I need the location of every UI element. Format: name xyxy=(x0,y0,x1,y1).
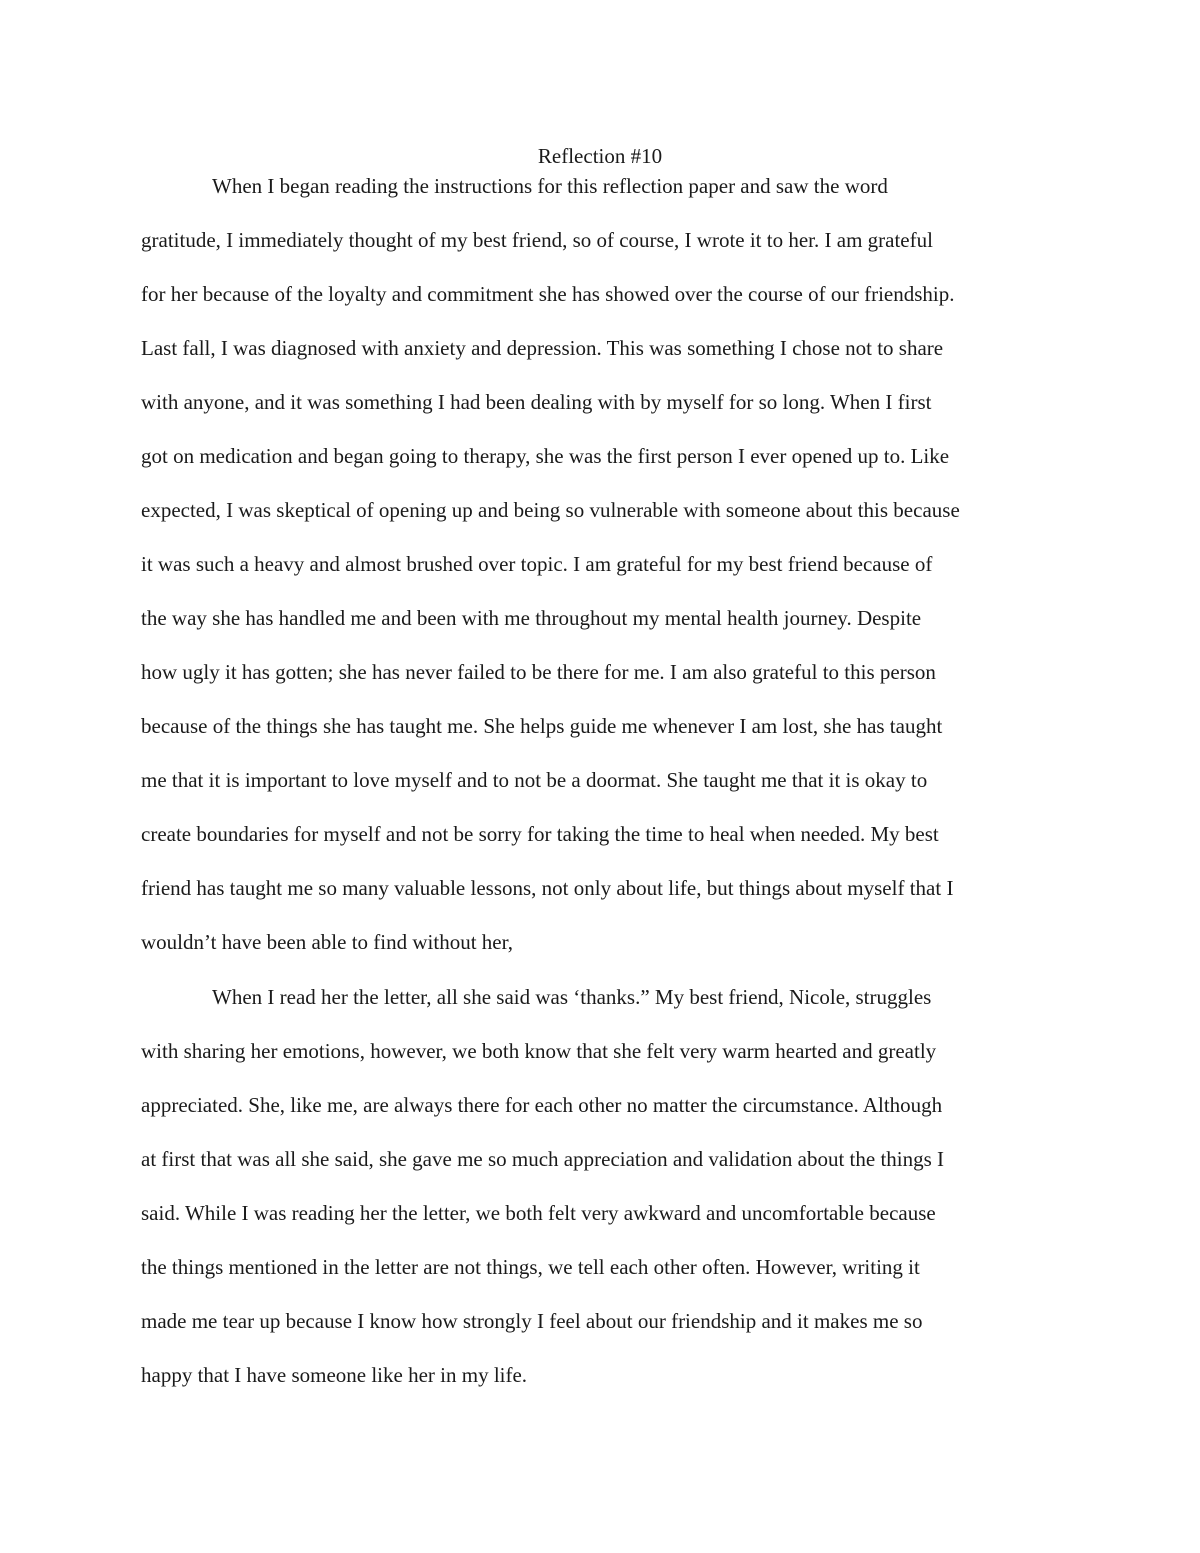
text-line: happy that I have someone like her in my life. xyxy=(141,1363,528,1387)
document-title: Reflection #10 xyxy=(537,144,663,168)
text-line: create boundaries for myself and not be sorry for taking the time to heal when needed. My best xyxy=(141,822,939,846)
text-line: gratitude, I immediately thought of my best friend, so of course, I wrote it to her. I am grateful xyxy=(141,228,933,252)
text-line: the way she has handled me and been with me throughout my mental health journey. Despite xyxy=(141,606,922,630)
text-line: When I began reading the instructions for this reflection paper and saw the word xyxy=(212,174,888,198)
text-line: with anyone, and it was something I had been dealing with by myself for so long. When I first xyxy=(141,390,932,414)
text-line: expected, I was skeptical of opening up and being so vulnerable with someone about this because xyxy=(141,498,960,522)
text-line: Last fall, I was diagnosed with anxiety and depression. This was something I chose not to share xyxy=(141,336,944,360)
text-line: made me tear up because I know how strongly I feel about our friendship and it makes me so xyxy=(141,1309,923,1333)
text-line: appreciated. She, like me, are always there for each other no matter the circumstance. Although xyxy=(141,1093,943,1117)
text-line: for her because of the loyalty and commitment she has showed over the course of our friendship. xyxy=(141,282,955,306)
text-line: the things mentioned in the letter are not things, we tell each other often. However, writing it xyxy=(141,1255,920,1279)
text-line: When I read her the letter, all she said was ‘thanks.” My best friend, Nicole, struggles xyxy=(212,985,932,1009)
text-line: it was such a heavy and almost brushed over topic. I am grateful for my best friend because of xyxy=(141,552,933,576)
text-line: got on medication and began going to therapy, she was the first person I ever opened up to. Like xyxy=(141,444,950,468)
text-line: friend has taught me so many valuable lessons, not only about life, but things about myself that I xyxy=(141,876,954,900)
text-line: at first that was all she said, she gave me so much appreciation and validation about the things I xyxy=(141,1147,945,1171)
text-line: wouldn’t have been able to find without her, xyxy=(141,930,514,954)
text-line: because of the things she has taught me. She helps guide me whenever I am lost, she has taught xyxy=(141,714,943,738)
text-line: how ugly it has gotten; she has never failed to be there for me. I am also grateful to this person xyxy=(141,660,936,684)
text-line: me that it is important to love myself and to not be a doormat. She taught me that it is okay to xyxy=(141,768,928,792)
text-line: with sharing her emotions, however, we both know that she felt very warm hearted and greatly xyxy=(141,1039,937,1063)
text-line: said. While I was reading her the letter, we both felt very awkward and uncomfortable because xyxy=(141,1201,936,1225)
